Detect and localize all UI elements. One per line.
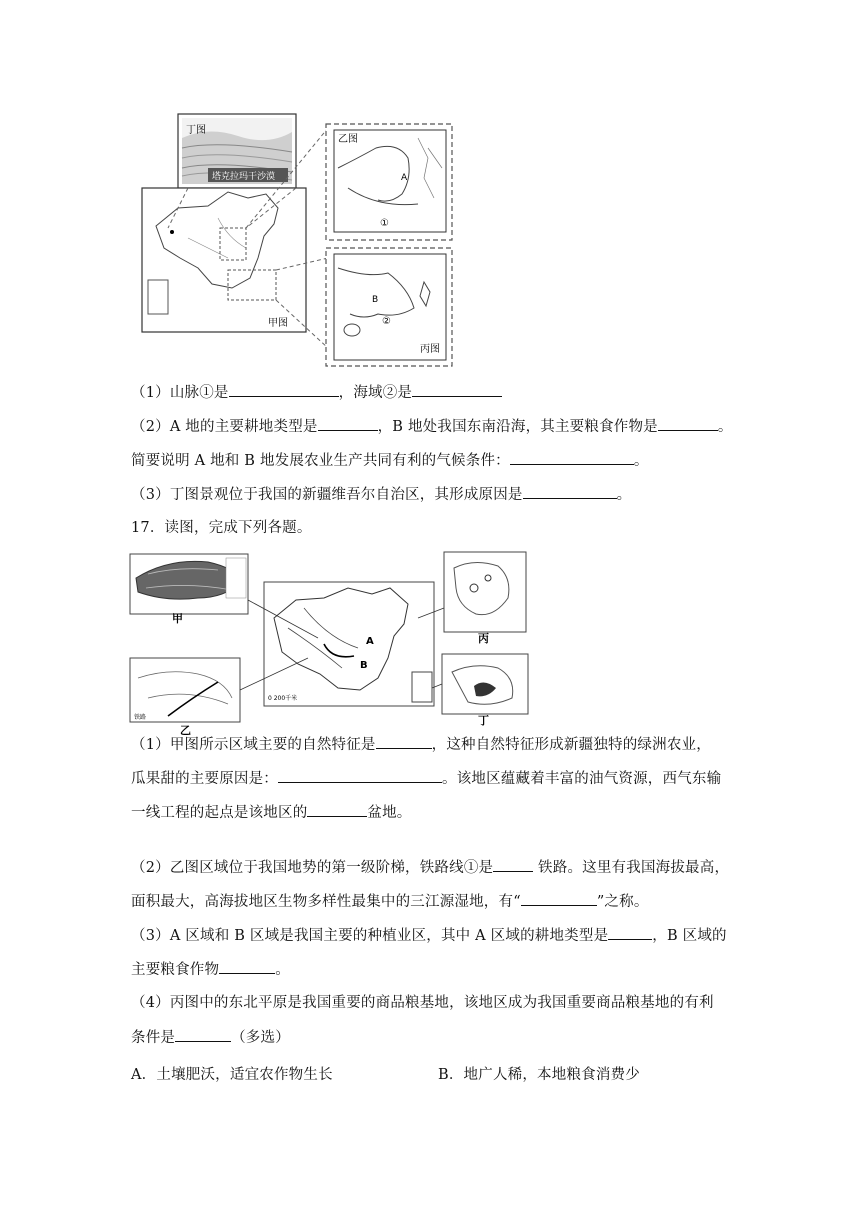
yi-map-panel [326,124,452,240]
q17-part1a: （1）甲图所示区域主要的自然特征是 ，这种自然特征形成新疆独特的绿洲农业， [131,734,711,755]
answer-blank[interactable] [376,734,432,749]
q17-map-figure [128,548,536,737]
answer-blank[interactable] [658,416,718,431]
q16-map-figure [128,108,468,370]
china-A: A [366,636,374,647]
q17-part3b: 主要粮食作物 。 [131,959,290,980]
answer-blank[interactable] [229,382,339,397]
q17-title: 17．读图，完成下列各题。 [131,520,312,536]
china-B: B [360,660,368,671]
answer-blank[interactable] [608,925,652,940]
bing-label: 丙 [478,632,489,645]
answer-blank[interactable] [523,484,617,499]
jia-label: 甲图 [268,318,288,329]
q16-part1: （1）山脉①是 ，海域②是 [131,382,502,403]
yi-legend: 铁路 [134,714,147,721]
bing-northeast-panel [444,552,526,645]
q17-part3a: （3）A 区域和 B 区域是我国主要的种植业区，其中 A 区域的耕地类型是 ，B 区域的 [131,925,727,946]
q16-part2b: 简要说明 A 地和 B 地发展农业生产共同有利的气候条件： 。 [131,450,649,471]
china-map-panel [264,582,434,706]
ding-label: 丁 [478,714,489,727]
yi-circle1: ① [380,218,389,229]
ding-south-panel [442,654,528,727]
yi-A: A [401,173,408,183]
jia-label: 甲 [172,612,183,625]
answer-blank[interactable] [493,857,533,872]
q16-part3: （3）丁图景观位于我国的新疆维吾尔自治区，其形成原因是 。 [131,484,631,505]
answer-blank[interactable] [175,1027,231,1042]
yi-qinghai-panel [130,658,240,737]
option-a[interactable]: A．土壤肥沃，适宜农作物生长 [131,1067,333,1083]
answer-blank[interactable] [318,416,378,431]
answer-blank[interactable] [219,959,275,974]
yi-label: 乙 [180,724,191,737]
bing-label: 丙图 [420,344,440,355]
ding-photo-panel [178,114,296,188]
q17-part1c: 一线工程的起点是该地区的 盆地。 [131,802,412,823]
q17-part2a: （2）乙图区域位于我国地势的第一级阶梯，铁路线①是 铁路。这里有我国海拔最高， [131,857,729,878]
ding-label: 丁图 [186,125,206,136]
q17-part4b: 条件是 （多选） [131,1027,290,1048]
jia-xinjiang-panel [130,554,248,625]
q16-part2: （2）A 地的主要耕地类型是 ，B 地处我国东南沿海，其主要粮食作物是 。 [131,416,733,437]
answer-blank[interactable] [278,768,442,783]
answer-blank[interactable] [510,450,634,465]
option-b[interactable]: B．地广人稀，本地粮食消费少 [438,1067,640,1083]
yi-label: 乙图 [338,134,358,145]
q17-part2b: 面积最大，高海拔地区生物多样性最集中的三江源湿地，有“ ”之称。 [131,891,649,912]
q17-part4a: （4）丙图中的东北平原是我国重要的商品粮基地，该地区成为我国重要商品粮基地的有利 [131,995,714,1011]
q17-part1b: 瓜果甜的主要原因是： 。该地区蕴藏着丰富的油气资源，西气东输 [131,768,721,789]
scale-bar: 0 200千米 [268,695,298,702]
answer-blank[interactable] [412,382,502,397]
bing-circle2: ② [382,316,391,327]
jia-map-panel [142,188,306,332]
bing-map-panel [326,248,452,366]
bing-B: B [372,295,379,305]
answer-blank[interactable] [521,891,597,906]
answer-blank[interactable] [307,802,367,817]
ding-caption: 塔克拉玛干沙漠 [212,172,276,182]
